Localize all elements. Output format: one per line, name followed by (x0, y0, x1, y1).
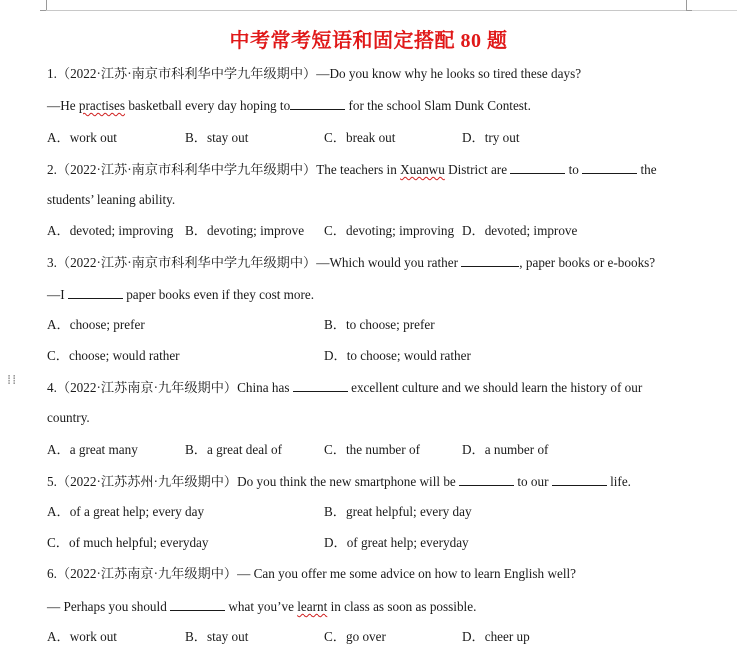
answer-blank (68, 286, 123, 299)
page-header-line (46, 10, 686, 11)
page-edge-line (692, 10, 737, 11)
question-3-option-b: B．to choose; prefer (324, 317, 435, 332)
drag-handle-icon[interactable]: ⁞⁞ (7, 373, 18, 388)
question-4-option-c: C．the number of (324, 442, 420, 457)
question-4-option-d: D．a number of (462, 442, 549, 457)
document-title: 中考常考短语和固定搭配 80 题 (229, 30, 508, 52)
question-3-option-a: A．choose; prefer (47, 317, 145, 332)
question-6-line-1: 6.（2022·江苏南京·九年级期中）— Can you offer me some advice on how to learn English well? (47, 566, 577, 581)
question-4-option-a: A．a great many (47, 442, 138, 457)
question-6-option-b: B．stay out (185, 629, 249, 644)
answer-blank (290, 97, 345, 110)
question-5-option-a: A．of a great help; every day (47, 504, 205, 519)
answer-blank (510, 161, 565, 174)
question-5-option-c: C．of much helpful; everyday (47, 535, 209, 550)
question-3-line-2: —I paper books even if they cost more. (47, 287, 315, 302)
question-1-option-d: D．try out (462, 130, 520, 145)
question-4-option-b: B．a great deal of (185, 442, 283, 457)
question-5-option-b: B．great helpful; every day (324, 504, 472, 519)
question-2-option-a: A．devoted; improving (47, 223, 174, 238)
question-2-option-b: B．devoting; improve (185, 223, 305, 238)
question-4-line-1: 4.（2022·江苏南京·九年级期中）China has excellent culture and we should learn the history of our (47, 380, 643, 395)
question-1-line-2: —He practises basketball every day hoping to for the school Slam Dunk Contest. (47, 98, 531, 113)
answer-blank (582, 161, 637, 174)
answer-blank (552, 473, 607, 486)
question-6-line-2: — Perhaps you should what you’ve learnt in class as soon as possible. (47, 599, 477, 614)
question-5-option-d: D．of great help; everyday (324, 535, 469, 550)
question-3-option-d: D．to choose; would rather (324, 348, 471, 363)
question-4-line-2: country. (47, 410, 90, 425)
question-6-option-c: C．go over (324, 629, 386, 644)
question-2-option-d: D．devoted; improve (462, 223, 578, 238)
question-2-line-2: students’ leaning ability. (47, 192, 176, 207)
question-5-line-1: 5.（2022·江苏苏州·九年级期中）Do you think the new smartphone will be to our life. (47, 474, 631, 489)
question-3-option-c: C．choose; would rather (47, 348, 180, 363)
question-1-line-1: 1.（2022·江苏·南京市科利华中学九年级期中）—Do you know why he looks so tired these days? (47, 66, 582, 81)
question-6-option-d: D．cheer up (462, 629, 530, 644)
question-1-option-a: A．work out (47, 130, 117, 145)
question-1-option-c: C．break out (324, 130, 396, 145)
question-1-option-b: B．stay out (185, 130, 249, 145)
answer-blank (170, 598, 225, 611)
question-6-option-a: A．work out (47, 629, 117, 644)
answer-blank (459, 473, 514, 486)
question-3-line-1: 3.（2022·江苏·南京市科利华中学九年级期中）—Which would you rather , paper books or e-books? (47, 255, 656, 270)
question-2-option-c: C．devoting; improving (324, 223, 455, 238)
answer-blank (293, 379, 348, 392)
answer-blank (461, 254, 519, 267)
question-2-line-1: 2.（2022·江苏·南京市科利华中学九年级期中）The teachers in Xuanwu District are to the (47, 162, 657, 177)
